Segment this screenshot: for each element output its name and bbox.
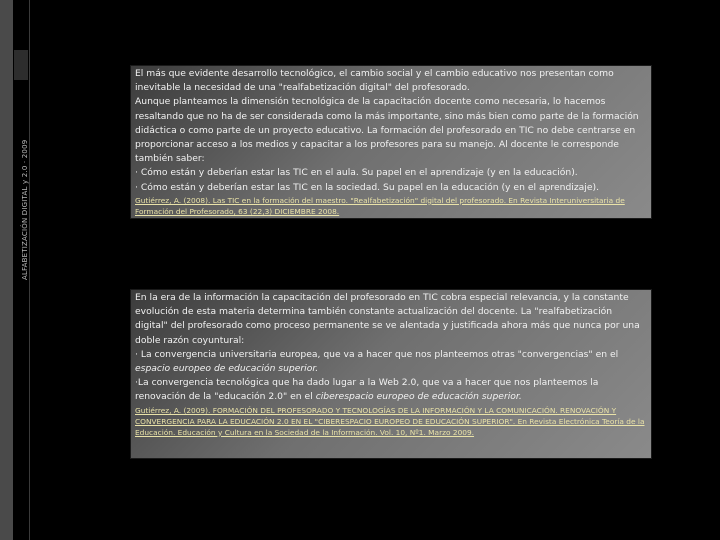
text-box-realfabetizacion [131, 66, 651, 218]
sidebar-vertical-title: ALFABETIZACIÓN DIGITAL y 2.0 · 2009 [21, 139, 29, 280]
bullet-text: · La convergencia universitaria europea, que va a hacer que nos planteemos otras "convergencias" en el [135, 348, 619, 360]
text-box-convergencia [131, 290, 651, 458]
paragraph: Aunque planteamos la dimensión tecnológica de la capacitación docente como necesaria, lo hacemos resaltando que no ha de ser considerada como la más importante, sino más bien como parte de la formación didáctica o como parte de un proyecto educativo. La formación del profesorado en TIC no debe centrarse en proporcionar acceso a los medios y capacitar a los profesores para su manejo. Al docente le corresponde también saber: [135, 96, 639, 165]
bullet-paragraph: · Cómo están y deberían estar las TIC en la sociedad. Su papel en la educación (y en el aprendizaje). [135, 181, 599, 193]
bullet-emphasis: ciberespacio europeo de educación superior. [315, 391, 522, 403]
paragraph: En la era de la información la capacitación del profesorado en TIC cobra especial relevancia, y la constante evolución de esta materia determina también constante actualización del docente. La "realfabetización digital" del profesorado como proceso permanente se ve alentada y justificada ahora más que nunca por una doble razón coyuntural: [135, 292, 640, 346]
vertical-divider [29, 0, 30, 540]
paragraph: El más que evidente desarrollo tecnológico, el cambio social y el cambio educativo nos presentan como inevitable la necesidad de una "realfabetización digital" del profesorado. [135, 68, 614, 94]
bullet-paragraph [135, 376, 647, 404]
reference-link[interactable]: Gutiérrez, A. (2009). FORMACIÓN DEL PROFESORADO Y TECNOLOGÍAS DE LA INFORMACIÓN Y LA COMUNICACIÓN. RENOVACIÓN Y CONVERGENCIA PARA LA EDUCACIÓN 2.0 EN EL "CIBERESPACIO EUROPEO DE EDUCACIÓN SUPERIOR". En Revista Electrónica Teoría de la Educación. Educación y Cultura en la Sociedad de la Información. Vol. 10, Nº1. Marzo 2009. [135, 405, 645, 437]
bullet-emphasis: espacio europeo de educación superior. [135, 363, 319, 375]
bullet-paragraph [135, 348, 647, 376]
bullet-text: ·La convergencia tecnológica que ha dado lugar a la Web 2.0, que va a hacer que nos planteemos la renovación de la "educación 2.0" en el [135, 377, 599, 403]
left-sidebar-bar [0, 0, 13, 540]
bullet-paragraph: · Cómo están y deberían estar las TIC en el aula. Su papel en el aprendizaje (y en la educación). [135, 167, 578, 179]
decorative-block [14, 50, 28, 80]
reference-link[interactable]: Gutiérrez, A. (2008). Las TIC en la formación del maestro. "Realfabetización" digital del profesorado. En Revista Interuniversitaria de Formación del Profesorado, 63 (22,3) DICIEMBRE 2008. [135, 195, 625, 216]
